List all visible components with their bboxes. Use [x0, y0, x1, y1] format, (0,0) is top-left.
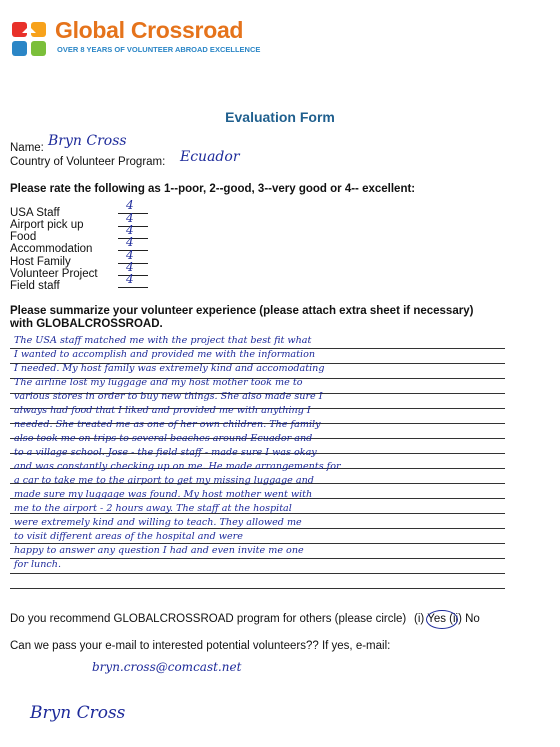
rating-value-host-family: 4 [126, 248, 134, 262]
name-value: Bryn Cross [48, 133, 127, 149]
rating-value-field-staff: 4 [126, 272, 134, 286]
summary-line: to a village school. Jose - the field staff - made sure I was okay [14, 447, 317, 458]
summary-line: for lunch. [14, 559, 61, 570]
summary-line: were extremely kind and willing to teach. They allowed me [14, 517, 302, 528]
email-question: Can we pass your e-mail to interested potential volunteers?? If yes, e-mail: [10, 640, 391, 652]
ruled-line [10, 573, 505, 574]
rating-label-host-family: Host Family [10, 256, 71, 268]
ruled-line [10, 543, 505, 544]
recommend-question: Do you recommend GLOBALCROSSROAD program for others (please circle) [10, 613, 407, 625]
signature: Bryn Cross [30, 703, 126, 723]
summary-line: me to the airport - 2 hours away. The staff at the hospital [14, 503, 292, 514]
summary-line: The USA staff matched me with the project that best fit what [14, 335, 312, 346]
global-crossroad-logo-icon [12, 22, 46, 56]
summary-line: I wanted to accomplish and provided me with the information [14, 349, 316, 360]
name-label: Name: [10, 142, 44, 154]
form-title: Evaluation Form [225, 109, 335, 125]
summary-line: to visit different areas of the hospital and were [14, 531, 243, 542]
country-label: Country of Volunteer Program: [10, 156, 166, 168]
summary-line: happy to answer any question I had and even invite me one [14, 545, 304, 556]
rating-value-volunteer-project: 4 [126, 260, 134, 274]
rating-label-volunteer-project: Volunteer Project [10, 268, 98, 280]
ruled-line [10, 558, 505, 559]
summary-line: I needed. My host family was extremely kind and accomodating [14, 363, 325, 374]
rating-label-airport-pick-up: Airport pick up [10, 219, 84, 231]
summary-line: needed. She treated me as one of her own children. The family [14, 419, 321, 430]
summary-line: and was constantly checking up on me. He made arrangements for [14, 461, 341, 472]
summary-line: various stores in order to buy new things. She also made sure I [14, 391, 323, 402]
summary-prompt-continued: with GLOBALCROSSROAD. [10, 318, 163, 330]
rating-instructions: Please rate the following as 1--poor, 2--good, 3--very good or 4-- excellent: [10, 183, 416, 195]
ruled-line [10, 528, 505, 529]
brand-name: Global Crossroad [55, 17, 244, 43]
brand-tagline: OVER 8 YEARS OF VOLUNTEER ABROAD EXCELLENCE [57, 45, 261, 54]
summary-line: a car to take me to the airport to get my missing luggage and [14, 475, 314, 486]
email-value: bryn.cross@comcast.net [92, 660, 242, 674]
ruled-line [10, 588, 505, 589]
rating-line [118, 287, 148, 288]
recommend-options: (i) Yes (ii) No [414, 613, 480, 625]
yes-answer-circle [426, 610, 458, 629]
summary-prompt: Please summarize your volunteer experience (please attach extra sheet if necessary) [10, 305, 474, 317]
summary-line: made sure my luggage was found. My host mother went with [14, 489, 313, 500]
rating-value-usa-staff: 4 [126, 198, 134, 212]
rating-value-accommodation: 4 [126, 235, 134, 249]
summary-line: always had food that I liked and provided me with anything I [14, 405, 311, 416]
rating-label-food: Food [10, 231, 37, 243]
country-value: Ecuador [180, 149, 240, 165]
rating-value-food: 4 [126, 223, 134, 237]
rating-label-accommodation: Accommodation [10, 243, 93, 255]
summary-line: The airline lost my luggage and my host mother took me to [14, 377, 303, 388]
rating-label-field-staff: Field staff [10, 280, 60, 292]
summary-line: also took me on trips to several beaches around Ecuador and [14, 433, 313, 444]
rating-value-airport-pick-up: 4 [126, 211, 134, 225]
rating-label-usa-staff: USA Staff [10, 207, 60, 219]
